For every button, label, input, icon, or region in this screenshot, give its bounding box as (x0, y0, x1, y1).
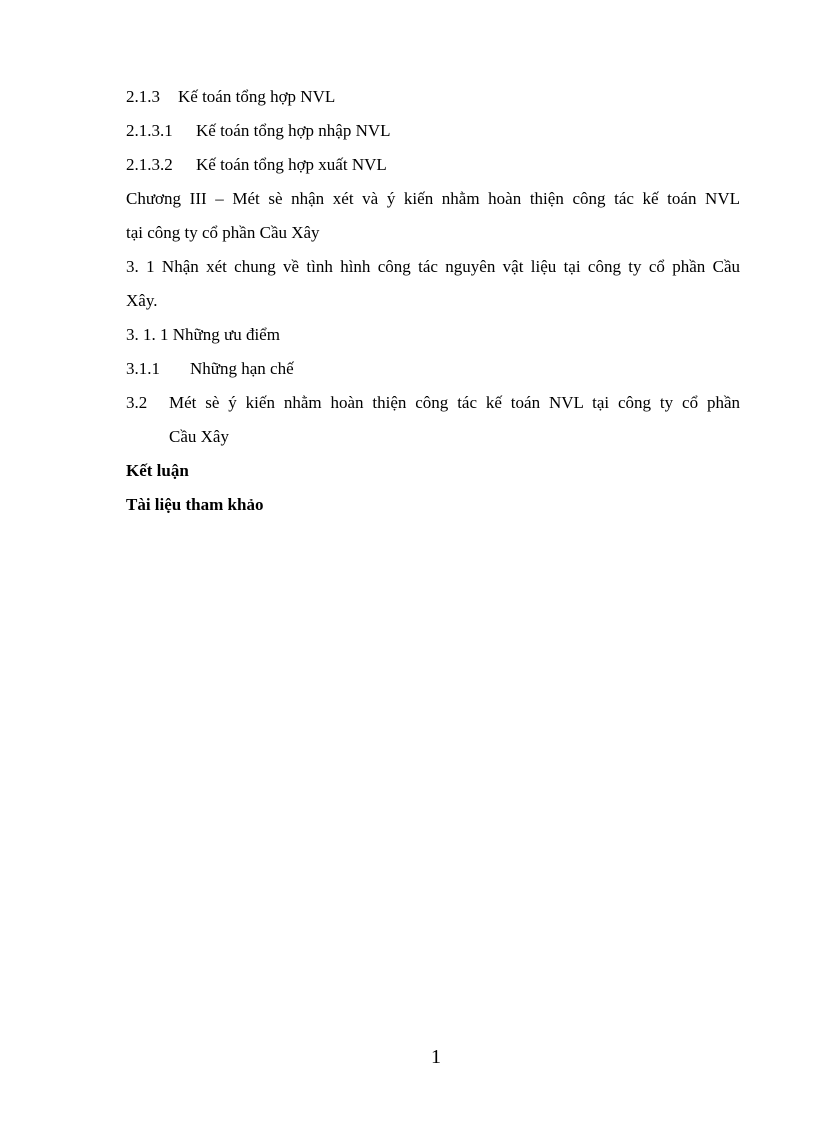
toc-entry-text-line-1: Mét sè ý kiến nhằm hoàn thiện công tác kế toán NVL tại công ty cổ phần (169, 393, 740, 412)
toc-entry-3-1-1-advantages: 3. 1. 1 Những ưu điểm (126, 325, 280, 344)
toc-entry-text-line-1: 3. 1 Nhận xét chung về tình hình công tác nguyên vật liệu tại công ty cổ phần Cầu (126, 257, 740, 276)
toc-entry-number: 2.1.3.2 (126, 155, 173, 174)
toc-entry-2-1-3 (126, 80, 740, 114)
toc-entry-number: 3.1.1 (126, 359, 160, 378)
toc-entry-text: Kế toán tổng hợp NVL (178, 87, 336, 106)
toc-entry-number: 2.1.3 (126, 87, 160, 106)
toc-entry-text-line-2: Cầu Xây (169, 427, 229, 446)
toc-entry-2-1-3-2 (126, 148, 740, 182)
toc-entry-number: 2.1.3.1 (126, 121, 173, 140)
toc-entry-text-line-1: Chương III – Mét sè nhận xét và ý kiến nhằm hoàn thiện công tác kế toán NVL (126, 189, 740, 208)
toc-entry-3-1 (126, 250, 740, 318)
toc-entry-text: Những hạn chế (190, 359, 294, 378)
toc-entry-3-2 (126, 386, 740, 454)
toc-entry-chapter-3 (126, 182, 740, 250)
toc-entry-text-line-2: tại công ty cổ phần Cầu Xây (126, 223, 320, 242)
toc-entry-2-1-3-1 (126, 114, 740, 148)
toc-entry-number: 3.2 (126, 393, 148, 412)
table-of-contents (126, 80, 740, 522)
toc-entry-references: Tài liệu tham khảo (126, 495, 264, 514)
toc-entry-text-line-2: Xây. (126, 291, 158, 310)
toc-entry-conclusion: Kết luận (126, 461, 189, 480)
toc-entry-3-1-1-limitations (126, 352, 740, 386)
toc-entry-text-block (169, 386, 740, 454)
page-number: 1 (431, 1046, 441, 1068)
toc-entry-text: Kế toán tổng hợp nhập NVL (196, 121, 391, 140)
toc-entry-text: Kế toán tổng hợp xuất NVL (196, 155, 387, 174)
